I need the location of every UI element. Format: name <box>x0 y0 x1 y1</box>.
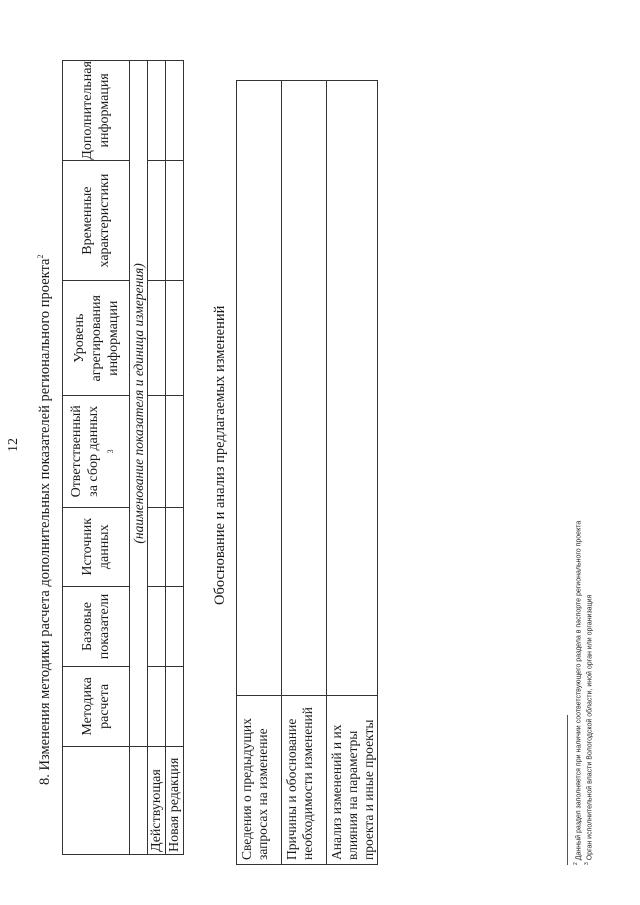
justification-title: Обоснование и анализ предлагаемых изменений <box>212 305 228 605</box>
table-cell <box>166 587 184 667</box>
header-responsible: Ответственный за сбор данных $^3$ <box>63 396 130 507</box>
header-method: Методика расчета <box>63 666 130 746</box>
table-cell <box>166 61 184 161</box>
header-aggregation-level: Уровень агрегирования информации <box>63 281 130 396</box>
table-row <box>327 81 378 865</box>
header-base-indicators: Базовые показатели <box>63 587 130 667</box>
table-cell <box>148 396 166 507</box>
table-row <box>282 81 327 865</box>
unit-row-empty-cell <box>130 746 148 854</box>
method-table-unit-row <box>130 61 148 855</box>
table-cell <box>148 61 166 161</box>
table-cell <box>148 507 166 587</box>
table-cell <box>166 396 184 507</box>
table-cell <box>148 160 166 281</box>
table-cell <box>166 160 184 281</box>
method-changes-table <box>62 60 184 855</box>
footnote-separator <box>567 715 568 865</box>
table-cell <box>166 281 184 396</box>
table-cell <box>327 81 378 696</box>
footnote-2: $^2$ Данный раздел заполняется при наличии соответствующего раздела в паспорте регионального проекта <box>573 520 583 865</box>
table-cell <box>282 81 327 696</box>
row-label-reasons: Причины и обоснование необходимости изменений <box>282 696 327 865</box>
unit-row-caption: (наименование показателя и единица измерения) <box>130 61 148 747</box>
table-cell <box>148 587 166 667</box>
table-cell <box>237 81 282 696</box>
table-cell <box>148 281 166 396</box>
footnote-3: $^3$ Орган исполнительной власти Вологодской области, иной орган или организация <box>584 594 594 865</box>
header-data-source: Источник данных <box>63 507 130 587</box>
header-time-characteristics: Временные характеристики <box>63 160 130 281</box>
section-title-text: 8. Изменения методики расчета дополнительных показателей регионального проекта <box>36 258 53 785</box>
table-row <box>237 81 282 865</box>
table-row <box>148 61 166 855</box>
header-responsible-footnote-mark: 3 <box>106 449 116 454</box>
row-label-current: Действующая <box>148 746 166 854</box>
row-label-new-edition: Новая редакция <box>166 746 184 854</box>
header-corner-cell <box>63 746 130 854</box>
header-additional-info: Дополнительная информация <box>63 61 130 161</box>
table-cell <box>166 666 184 746</box>
table-cell <box>148 666 166 746</box>
row-label-impact-analysis: Анализ изменений и их влияния на параметры проекта и иные проекты <box>327 696 378 865</box>
method-table-header-row <box>63 61 130 855</box>
page-number: 12 <box>6 438 21 452</box>
section-title <box>36 255 54 785</box>
justification-table <box>236 80 378 865</box>
table-cell <box>166 507 184 587</box>
row-label-previous-requests: Сведения о предыдущих запросах на изменение <box>237 696 282 865</box>
section-title-footnote-mark: 2 <box>36 254 45 259</box>
table-row <box>166 61 184 855</box>
